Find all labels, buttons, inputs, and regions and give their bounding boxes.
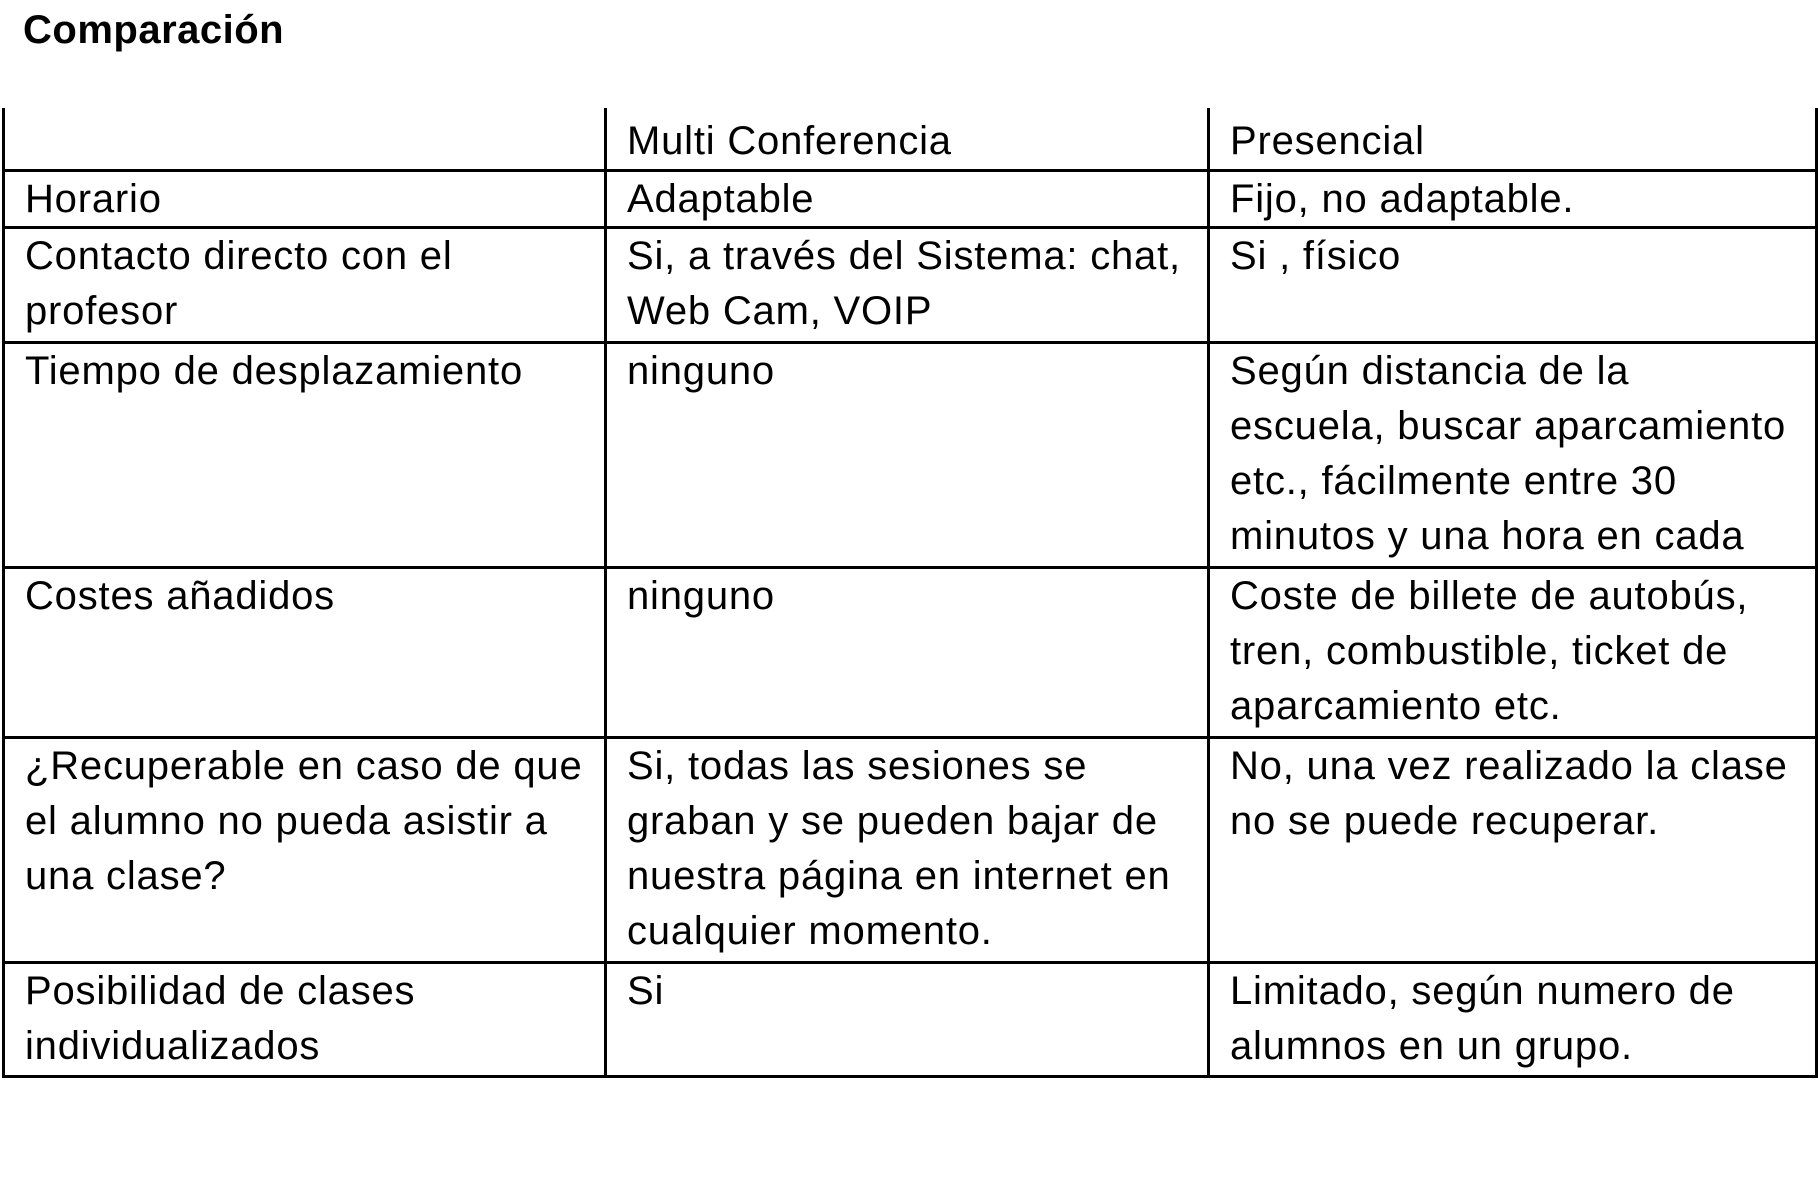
presencial-value: Limitado, según numero de alumnos en un grupo. xyxy=(1230,969,1735,1068)
presencial-cell xyxy=(1209,228,1817,343)
header-cell-multi-conferencia: Multi Conferencia xyxy=(606,108,1209,171)
table-row xyxy=(4,963,1817,1077)
table-row xyxy=(4,171,1817,228)
table-row xyxy=(4,568,1817,738)
multi-conferencia-cell xyxy=(606,963,1209,1077)
presencial-value: Fijo, no adaptable. xyxy=(1230,177,1575,221)
multi-conferencia-value: Adaptable xyxy=(627,177,815,221)
presencial-cell xyxy=(1209,171,1817,228)
comparison-table xyxy=(2,108,1818,1078)
multi-conferencia-cell xyxy=(606,343,1209,568)
presencial-cell xyxy=(1209,568,1817,738)
document-title: Comparación xyxy=(23,8,285,52)
row-label: ¿Recuperable en caso de que el alumno no pueda asistir a una clase? xyxy=(25,744,583,898)
multi-conferencia-cell xyxy=(606,228,1209,343)
presencial-value: Si , físico xyxy=(1230,234,1402,278)
multi-conferencia-cell xyxy=(606,738,1209,963)
presencial-cell xyxy=(1209,738,1817,963)
presencial-value: Según distancia de la escuela, buscar aparcamiento etc., fácilmente entre 30 minutos y una hora en cada xyxy=(1230,349,1787,558)
table-row xyxy=(4,228,1817,343)
row-label-cell xyxy=(4,228,606,343)
row-label-cell xyxy=(4,343,606,568)
table-row xyxy=(4,343,1817,568)
multi-conferencia-cell xyxy=(606,568,1209,738)
multi-conferencia-value: Si, todas las sesiones se graban y se pueden bajar de nuestra página en internet en cualquier momento. xyxy=(627,744,1171,953)
multi-conferencia-cell xyxy=(606,171,1209,228)
header-cell-empty xyxy=(4,108,606,171)
presencial-value: No, una vez realizado la clase no se puede recuperar. xyxy=(1230,744,1788,843)
row-label: Costes añadidos xyxy=(25,574,335,618)
row-label-cell xyxy=(4,738,606,963)
multi-conferencia-value: ninguno xyxy=(627,574,775,618)
row-label-cell xyxy=(4,568,606,738)
row-label: Tiempo de desplazamiento xyxy=(25,349,523,393)
table-row xyxy=(4,738,1817,963)
comparison-table-container xyxy=(2,108,1818,1078)
presencial-value: Coste de billete de autobús, tren, combustible, ticket de aparcamiento etc. xyxy=(1230,574,1749,728)
multi-conferencia-value: ninguno xyxy=(627,349,775,393)
multi-conferencia-value: Si xyxy=(627,969,665,1013)
row-label-cell xyxy=(4,171,606,228)
multi-conferencia-value: Si, a través del Sistema: chat, Web Cam, VOIP xyxy=(627,234,1181,333)
row-label: Contacto directo con el profesor xyxy=(25,234,453,333)
header-cell-presencial: Presencial xyxy=(1209,108,1817,171)
presencial-cell xyxy=(1209,343,1817,568)
row-label: Horario xyxy=(25,177,162,221)
presencial-cell xyxy=(1209,963,1817,1077)
row-label-cell xyxy=(4,963,606,1077)
row-label: Posibilidad de clases individualizados xyxy=(25,969,416,1068)
table-header-row xyxy=(4,108,1817,171)
